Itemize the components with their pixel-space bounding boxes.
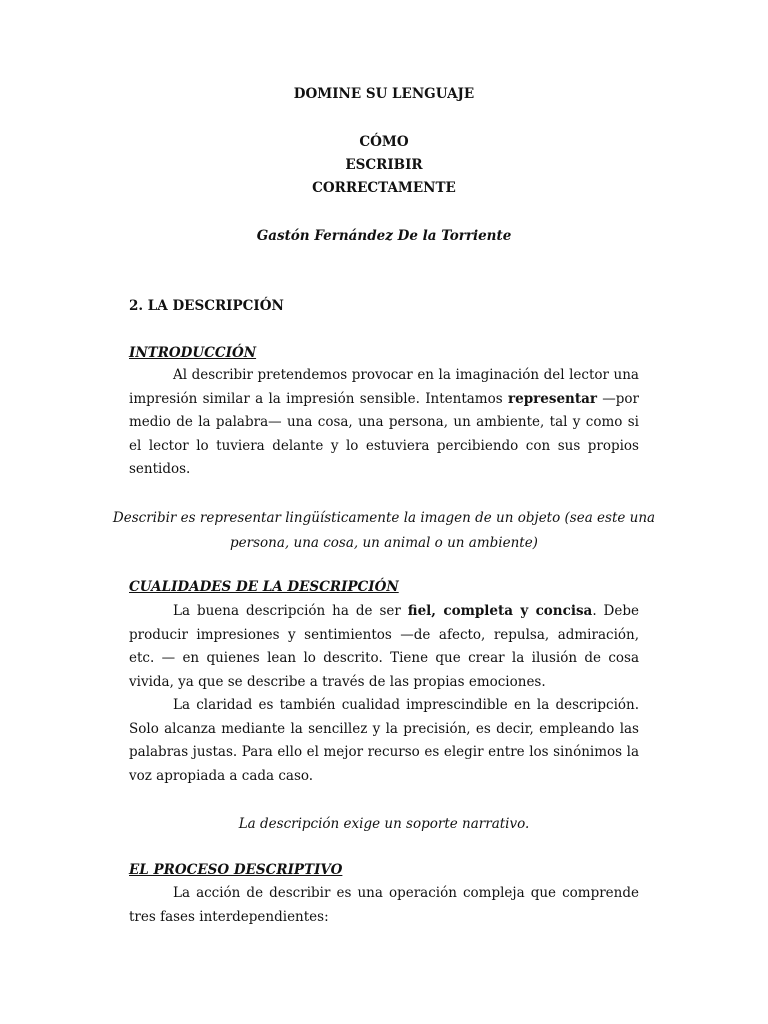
intro-paragraph <box>129 364 639 482</box>
chapter-title: 2. LA DESCRIPCIÓN <box>129 298 284 314</box>
book-title: DOMINE SU LENGUAJE <box>293 86 475 102</box>
qualities-quote: La descripción exige un soporte narrativo. <box>238 816 530 832</box>
intro-text-bold: representar <box>508 390 597 407</box>
process-heading: EL PROCESO DESCRIPTIVO <box>129 862 343 878</box>
subtitle-line-3: CORRECTAMENTE <box>312 180 456 196</box>
qualities-text-a: La buena descripción ha de ser <box>173 603 408 619</box>
author-name: Gastón Fernández De la Torriente <box>256 228 512 244</box>
qualities-paragraphs <box>129 600 639 788</box>
process-paragraph-1: La acción de describir es una operación compleja que comprende tres fases interdependientes: <box>129 885 639 925</box>
intro-heading: INTRODUCCIÓN <box>129 345 257 361</box>
qualities-text-bold: fiel, completa y concisa <box>407 603 593 619</box>
subtitle-line-1: CÓMO <box>359 134 409 150</box>
intro-quote: Describir es representar lingüísticamente la imagen de un objeto (sea este una persona, una cosa, un animal o un ambiente) <box>112 510 656 551</box>
process-paragraph <box>129 882 639 929</box>
subtitle-line-2: ESCRIBIR <box>345 157 423 173</box>
qualities-paragraph-2: La claridad es también cualidad imprescindible en la descripción. Solo alcanza mediante la sencillez y la precisión, es decir, empleando las palabras justas. Para ello el mejor recurso es elegir entre los sinónimos la voz apropiada a cada caso. <box>129 697 639 784</box>
qualities-text-b: . Debe producir impresiones y sentimientos —de afecto, repulsa, admiración, etc. — en quienes lean lo descrito. Tiene que crear la ilusión de cosa vivida, ya que se describe a través de las propias emociones. <box>129 603 639 690</box>
intro-text-b: —por medio de la palabra— una cosa, una persona, un ambiente, tal y como si el lector lo tuviera delante y lo estuviera percibiendo con sus propios sentidos. <box>129 390 640 477</box>
qualities-heading: CUALIDADES DE LA DESCRIPCIÓN <box>129 579 399 595</box>
intro-text-a: Al describir pretendemos provocar en la imaginación del lector una impresión similar a la impresión sensible. Intentamos <box>129 367 639 407</box>
